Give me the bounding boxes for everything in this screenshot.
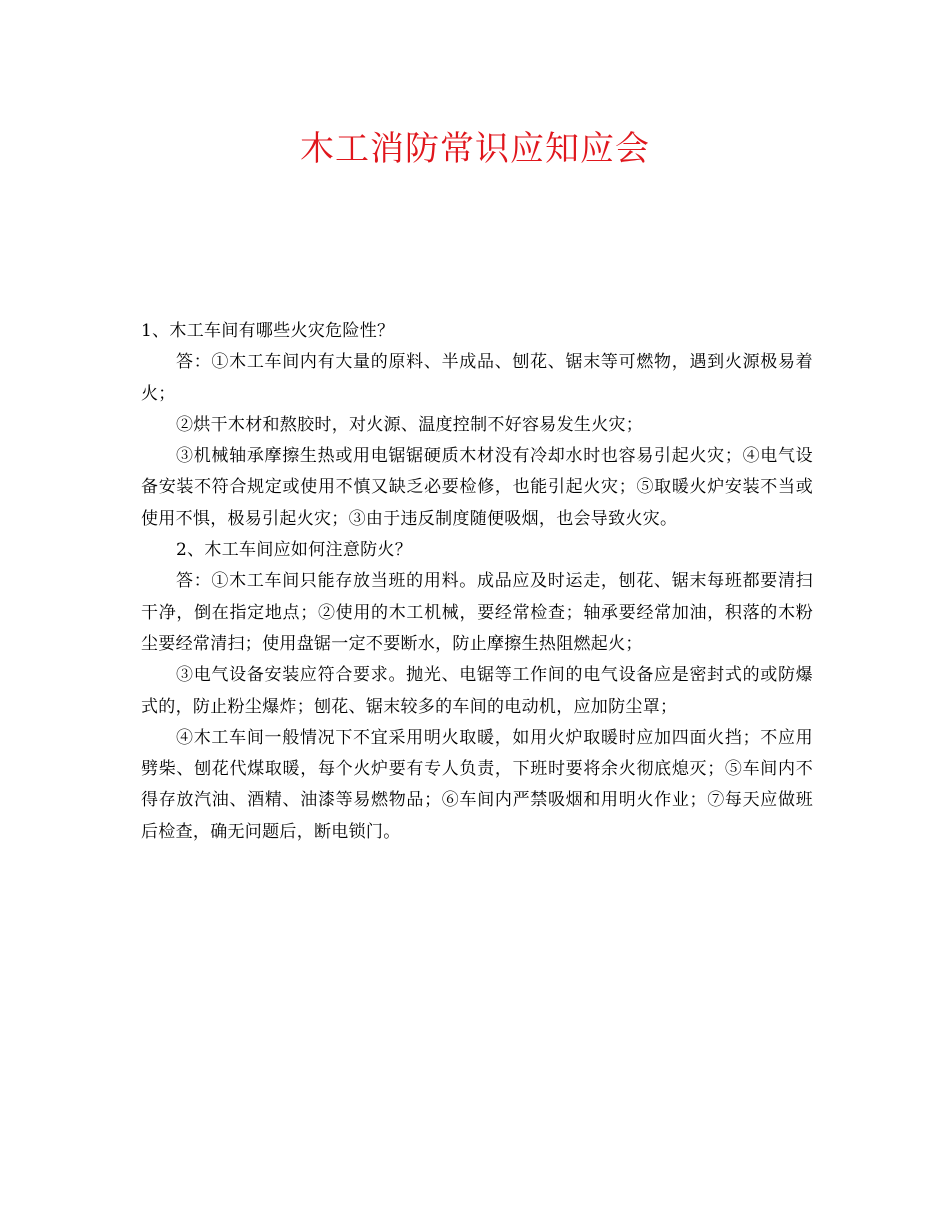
question-2: 2、木工车间应如何注意防火？	[176, 540, 413, 561]
document-body	[141, 316, 813, 848]
answer-2-part-3: ④木工车间一般情况下不宜采用明火取暖，如用火炉取暖时应加四面火挡；不应用劈柴、刨花代煤取暖，每个火炉要有专人负责，下班时要将余火彻底熄灭；⑤车间内不得存放汽油、酒精、油漆等易燃物品；⑥车间内严禁吸烟和用明火作业；⑦每天应做班后检查，确无问题后，断电锁门。	[141, 727, 813, 842]
answer-1-part-1: 答：①木工车间内有大量的原料、半成品、刨花、锯末等可燃物，遇到火源极易着火；	[141, 352, 813, 404]
document-title: 木工消防常识应知应会	[300, 129, 650, 169]
question-1: 1、木工车间有哪些火灾危险性？	[141, 321, 395, 341]
answer-2-part-1: 答：①木工车间只能存放当班的用料。成品应及时运走，刨花、锯末每班都要清扫干净，倒在指定地点；②使用的木工机械，要经常检查；轴承要经常加油，积落的木粉尘要经常清扫；使用盘锯一定不要断水，防止摩擦生热阻燃起火；	[141, 571, 813, 654]
answer-1-part-3: ③机械轴承摩擦生热或用电锯锯硬质木材没有冷却水时也容易引起火灾；④电气设备安装不符合规定或使用不慎又缺乏必要检修，也能引起火灾；⑤取暖火炉安装不当或使用不惧，极易引起火灾；③由于违反制度随便吸烟，也会导致火灾。	[141, 446, 813, 529]
answer-1-part-2: ②烘干木材和熬胶时，对火源、温度控制不好容易发生火灾；	[176, 414, 644, 435]
answer-2-part-2: ③电气设备安装应符合要求。抛光、电锯等工作间的电气设备应是密封式的或防爆式的，防止粉尘爆炸；刨花、锯末较多的车间的电动机，应加防尘罩；	[141, 665, 813, 717]
